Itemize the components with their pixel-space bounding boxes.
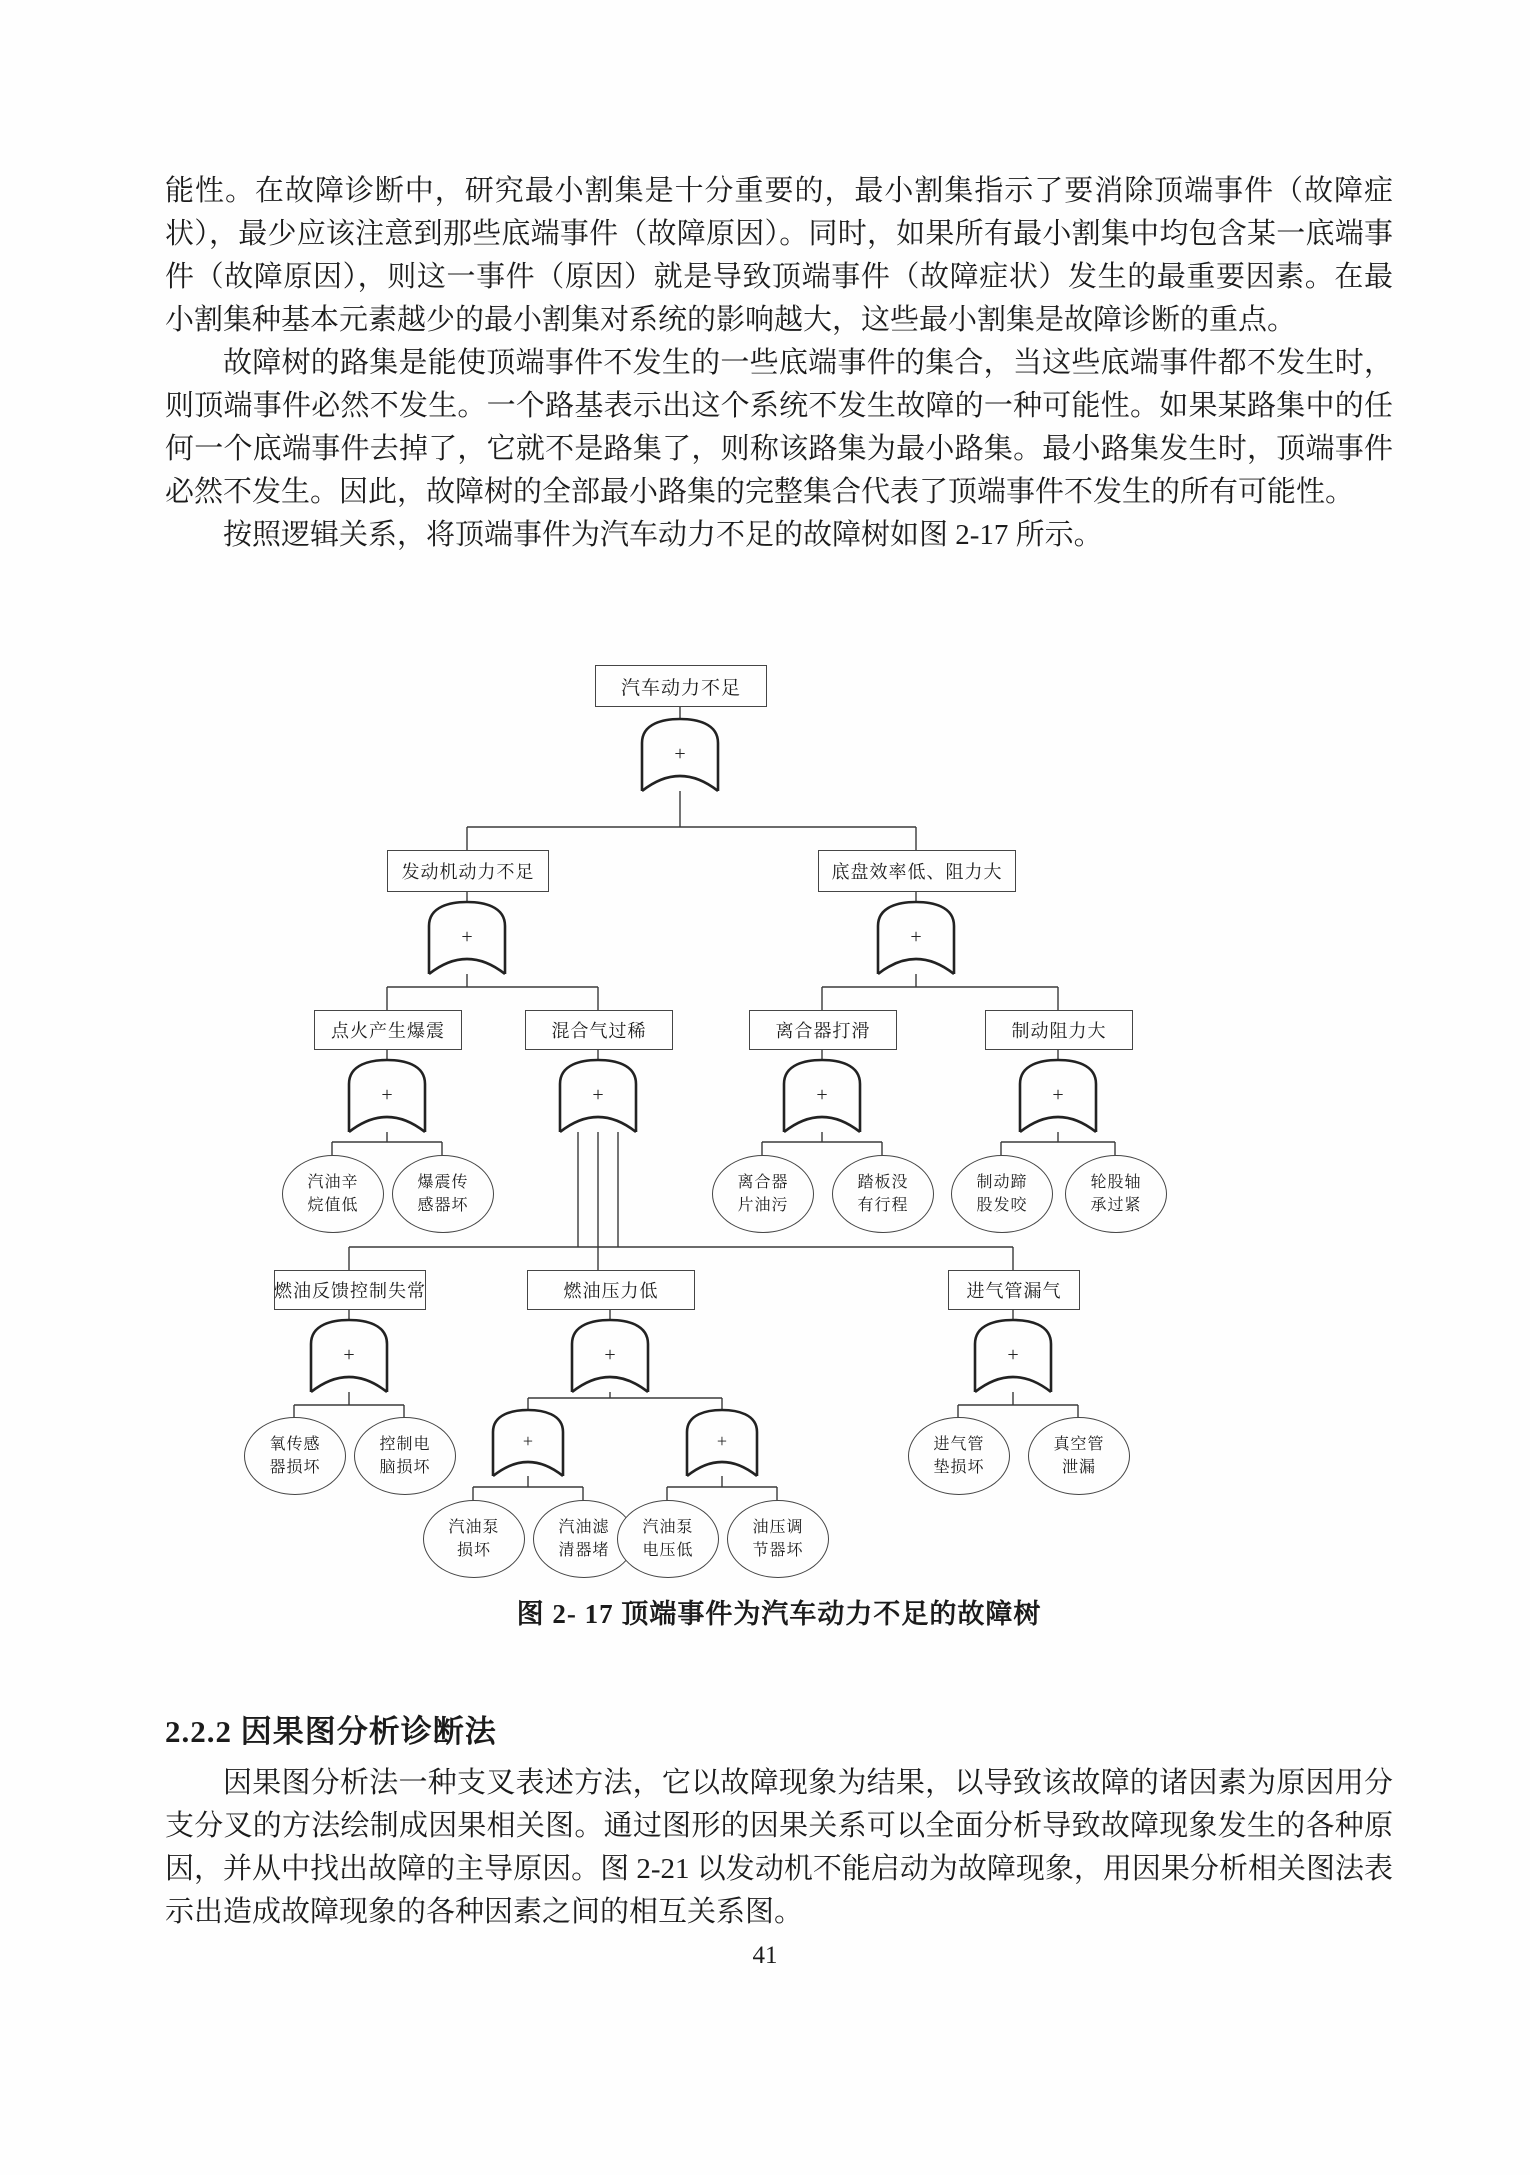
leaf-label-line: 器损坏 (269, 1459, 321, 1476)
leaf-label-line: 氧传感 (269, 1435, 321, 1453)
section-heading: 2.2.2 因果图分析诊断法 (165, 1714, 497, 1749)
tree-leaf-pressure-regulator-bad (727, 1500, 829, 1578)
or-gate-plus: + (674, 743, 686, 765)
leaf-label-line: 垫损坏 (933, 1459, 985, 1476)
paragraph-cause-effect: 因果图分析法一种支叉表述方法，它以故障现象为结果，以导致该故障的诸因素为原因用分支分叉的方法绘制成因果相关图。通过图形的因果关系可以全面分析导致故障现象发生的各种原因，并从中找出故障的主导原因。图 2-21 以发动机不能启动为故障现象，用因果分析相关图法表示出造成故障现象的各种因素之间的相互关系图。 (165, 1767, 1393, 1928)
tree-leaf-vacuum-hose-leak (1028, 1417, 1130, 1495)
page-number: 41 (752, 1942, 778, 1969)
tree-leaf-pedal-no-travel (832, 1155, 934, 1233)
leaf-label-line: 离合器 (737, 1173, 789, 1191)
tree-leaf-intake-gasket (908, 1417, 1010, 1495)
tree-node-mixture: 混合气过稀 (525, 1010, 673, 1050)
tree-node-root: 汽车动力不足 (595, 665, 767, 707)
or-gate-plus: + (1007, 1344, 1019, 1366)
tree-node-clutch: 离合器打滑 (749, 1010, 897, 1050)
leaf-label-line: 节器坏 (752, 1542, 804, 1559)
or-gate-plus: + (343, 1344, 355, 1366)
tree-leaf-brake-shoe-drag (951, 1155, 1053, 1233)
leaf-label-line: 泄漏 (1061, 1459, 1096, 1476)
leaf-label-line: 真空管 (1053, 1435, 1105, 1453)
leaf-label-line: 控制电 (379, 1435, 431, 1453)
tree-leaf-oxygen-sensor (244, 1417, 346, 1495)
leaf-label-line: 清器堵 (558, 1542, 610, 1559)
tree-leaf-wheel-bearing-tight (1065, 1155, 1167, 1233)
paragraph-path-sets: 故障树的路集是能使顶端事件不发生的一些底端事件的集合，当这些底端事件都不发生时，则顶端事件必然不发生。一个路基表示出这个系统不发生故障的一种可能性。如果某路集中的任何一个底端事件去掉了，它就不是路集了，则称该路集为最小路集。最小路集发生时，顶端事件必然不发生。因此，故障树的全部最小路集的完整集合代表了顶端事件不发生的所有可能性。 (165, 347, 1393, 508)
tree-leaf-control-computer (354, 1417, 456, 1495)
tree-leaf-octane-low (282, 1155, 384, 1233)
leaf-label-line: 进气管 (933, 1435, 985, 1453)
tree-node-engine: 发动机动力不足 (387, 850, 549, 892)
leaf-label-line: 踏板没 (857, 1173, 909, 1191)
leaf-label-line: 爆震传 (417, 1173, 469, 1191)
or-gate-plus: + (381, 1084, 393, 1106)
tree-leaf-knock-sensor (392, 1155, 494, 1233)
leaf-label-line: 脑损坏 (379, 1459, 431, 1476)
tree-leaf-clutch-plate-oily (712, 1155, 814, 1233)
or-gate-plus: + (522, 1431, 534, 1451)
tree-node-ignition: 点火产生爆震 (314, 1010, 462, 1050)
paragraph-min-cut-sets: 能性。在故障诊断中，研究最小割集是十分重要的，最小割集指示了要消除顶端事件（故障症状），最少应该注意到那些底端事件（故障原因）。同时，如果所有最小割集中均包含某一底端事件（故障原因），则这一事件（原因）就是导致顶端事件（故障症状）发生的最重要因素。在最小割集种基本元素越少的最小割集对系统的影响越大，这些最小割集是故障诊断的重点。 (165, 175, 1393, 336)
leaf-label-line: 汽油滤 (558, 1518, 610, 1536)
or-gate-plus: + (816, 1084, 828, 1106)
body-text-block (165, 170, 1393, 557)
fault-tree-figure (230, 655, 1180, 1585)
leaf-label-line: 承过紧 (1090, 1197, 1142, 1214)
leaf-label-line: 油压调 (752, 1518, 804, 1536)
leaf-label-line: 片油污 (737, 1197, 789, 1214)
leaf-label-line: 损坏 (456, 1542, 491, 1559)
tree-node-chassis: 底盘效率低、阻力大 (818, 850, 1016, 892)
figure-caption: 图 2- 17 顶端事件为汽车动力不足的故障树 (516, 1599, 1042, 1629)
tree-leaf-pump-voltage-low (617, 1500, 719, 1578)
leaf-label-line: 电压低 (642, 1542, 694, 1559)
or-gate-plus: + (910, 926, 922, 948)
leaf-label-line: 制动蹄 (976, 1173, 1028, 1191)
leaf-label-line: 汽油泵 (448, 1518, 500, 1536)
leaf-label-line: 烷值低 (307, 1197, 359, 1214)
paragraph-figure-intro: 按照逻辑关系，将顶端事件为汽车动力不足的故障树如图 2-17 所示。 (223, 519, 1103, 551)
or-gate-plus: + (716, 1431, 728, 1451)
leaf-label-line: 轮股轴 (1090, 1173, 1142, 1191)
or-gate-plus: + (461, 926, 473, 948)
leaf-label-line: 汽油泵 (642, 1518, 694, 1536)
tree-node-fuel-pressure: 燃油压力低 (527, 1270, 695, 1310)
leaf-label-line: 汽油辛 (307, 1173, 359, 1191)
leaf-label-line: 股发咬 (976, 1197, 1028, 1214)
or-gate-plus: + (592, 1084, 604, 1106)
body-text-block-2 (165, 1762, 1393, 1934)
tree-node-intake-leak: 进气管漏气 (948, 1270, 1080, 1310)
or-gate-plus: + (1052, 1084, 1064, 1106)
tree-leaf-fuel-pump-broken (423, 1500, 525, 1578)
leaf-label-line: 有行程 (857, 1197, 909, 1214)
or-gate-plus: + (604, 1344, 616, 1366)
leaf-label-line: 感器坏 (417, 1197, 469, 1214)
tree-node-brake: 制动阻力大 (985, 1010, 1133, 1050)
tree-node-fuel-feedback: 燃油反馈控制失常 (274, 1270, 426, 1310)
